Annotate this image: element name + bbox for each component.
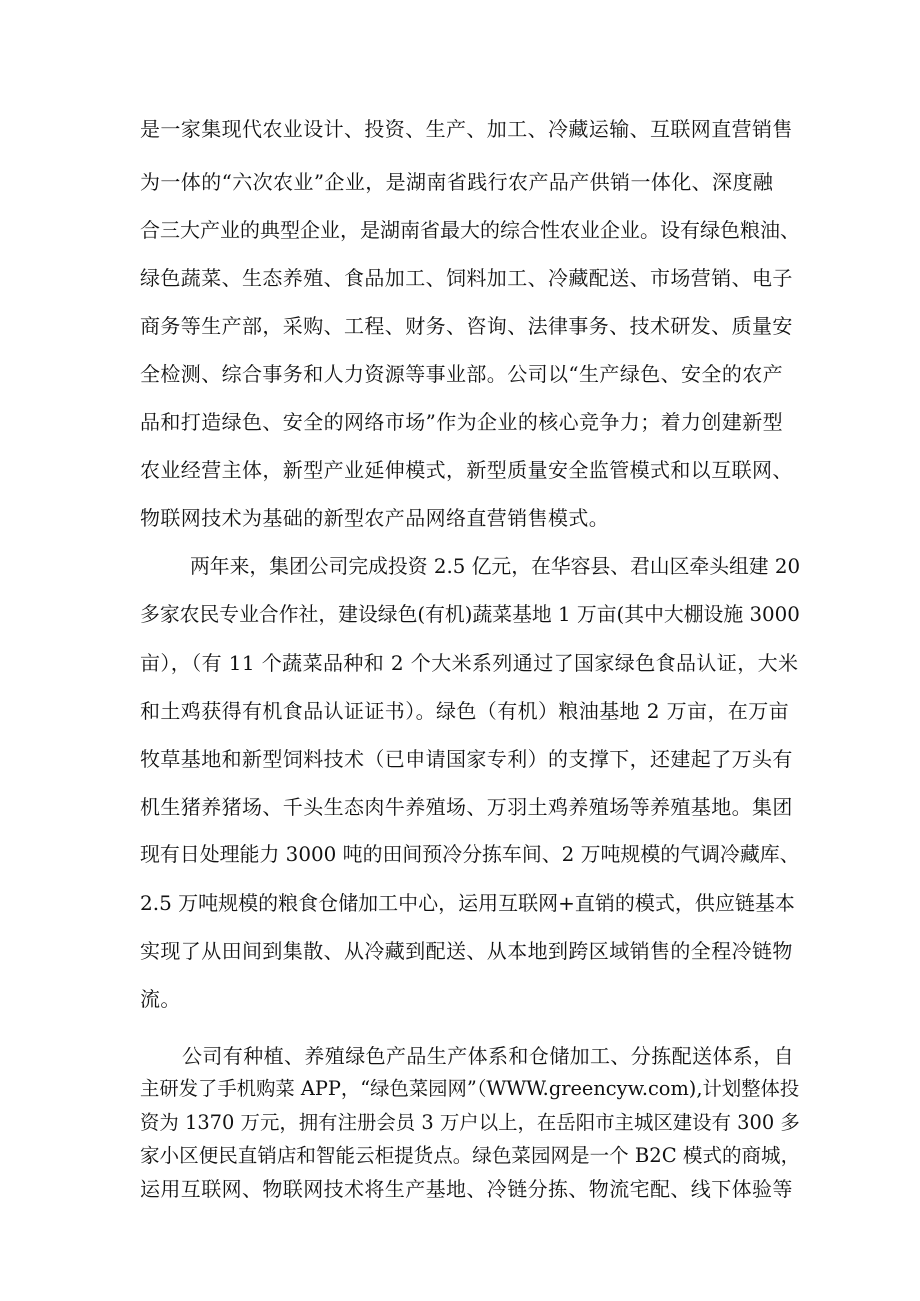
paragraph-2-line-5: 牧草基地和新型饲料技术（已申请国家专利）的支撑下，还建起了万头有 bbox=[140, 747, 793, 771]
paragraph-2-line-10: 流。 bbox=[140, 987, 181, 1011]
paragraph-3-line-3: 资为 1370 万元，拥有注册会员 3 万户以上，在岳阳市主城区建设有 300 多 bbox=[140, 1111, 800, 1134]
paragraph-1-line-7: 品和打造绿色、安全的网络市场”作为企业的核心竞争力；着力创建新型 bbox=[140, 410, 784, 434]
paragraph-1-line-5: 商务等生产部，采购、工程、财务、咨询、法律事务、技术研发、质量安 bbox=[140, 314, 793, 338]
paragraph-1-line-9: 物联网技术为基础的新型农产品网络直营销售模式。 bbox=[140, 506, 610, 530]
paragraph-2-line-6: 机生猪养猪场、千头生态肉牛养殖场、万羽土鸡养殖场等养殖基地。集团 bbox=[140, 795, 793, 819]
paragraph-3-line-4: 家小区便民直销店和智能云柜提货点。绿色菜园网是一个 B2C 模式的商城， bbox=[140, 1144, 801, 1167]
paragraph-1-line-1: 是一家集现代农业设计、投资、生产、加工、冷藏运输、互联网直营销售 bbox=[140, 117, 793, 141]
paragraph-1-line-6: 全检测、综合事务和人力资源等事业部。公司以“生产绿色、安全的农产 bbox=[140, 362, 784, 386]
paragraph-2-line-9: 实现了从田间到集散、从冷藏到配送、从本地到跨区域销售的全程冷链物 bbox=[140, 939, 793, 963]
paragraph-3-line-2: 主研发了手机购菜 APP，“绿色菜园网”（WWW.greencyw.com),计划整体投 bbox=[140, 1077, 800, 1100]
paragraph-1-line-8: 农业经营主体，新型产业延伸模式，新型质量安全监管模式和以互联网、 bbox=[140, 458, 793, 482]
paragraph-2-line-1: 两年来，集团公司完成投资 2.5 亿元，在华容县、君山区牵头组建 20 bbox=[190, 555, 801, 578]
paragraph-2-line-8: 2.5 万吨规模的粮食仓储加工中心，运用互联网+直销的模式，供应链基本 bbox=[140, 891, 795, 915]
paragraph-1-line-2: 为一体的“六次农业”企业，是湖南省践行农产品产供销一体化、深度融 bbox=[140, 170, 774, 194]
paragraph-2-line-2: 多家农民专业合作社，建设绿色(有机)蔬菜基地 1 万亩(其中大棚设施 3000 bbox=[140, 603, 800, 626]
paragraph-3-line-1: 公司有种植、养殖绿色产品生产体系和仓储加工、分拣配送体系，自 bbox=[182, 1044, 794, 1068]
paragraph-1-line-4: 绿色蔬菜、生态养殖、食品加工、饲料加工、冷藏配送、市场营销、电子 bbox=[140, 266, 793, 290]
paragraph-2-line-7: 现有日处理能力 3000 吨的田间预冷分拣车间、2 万吨规模的气调冷藏库、 bbox=[140, 843, 800, 866]
paragraph-2-line-4: 和土鸡获得有机食品认证证书）。绿色（有机）粮油基地 2 万亩，在万亩 bbox=[140, 699, 790, 723]
paragraph-3-line-5: 运用互联网、物联网技术将生产基地、冷链分拣、物流宅配、线下体验等 bbox=[140, 1177, 793, 1201]
paragraph-2-line-3: 亩），（有 11 个蔬菜品种和 2 个大米系列通过了国家绿色食品认证，大米 bbox=[140, 651, 799, 675]
paragraph-1-line-3: 合三大产业的典型企业，是湖南省最大的综合性农业企业。设有绿色粮油、 bbox=[140, 218, 800, 242]
